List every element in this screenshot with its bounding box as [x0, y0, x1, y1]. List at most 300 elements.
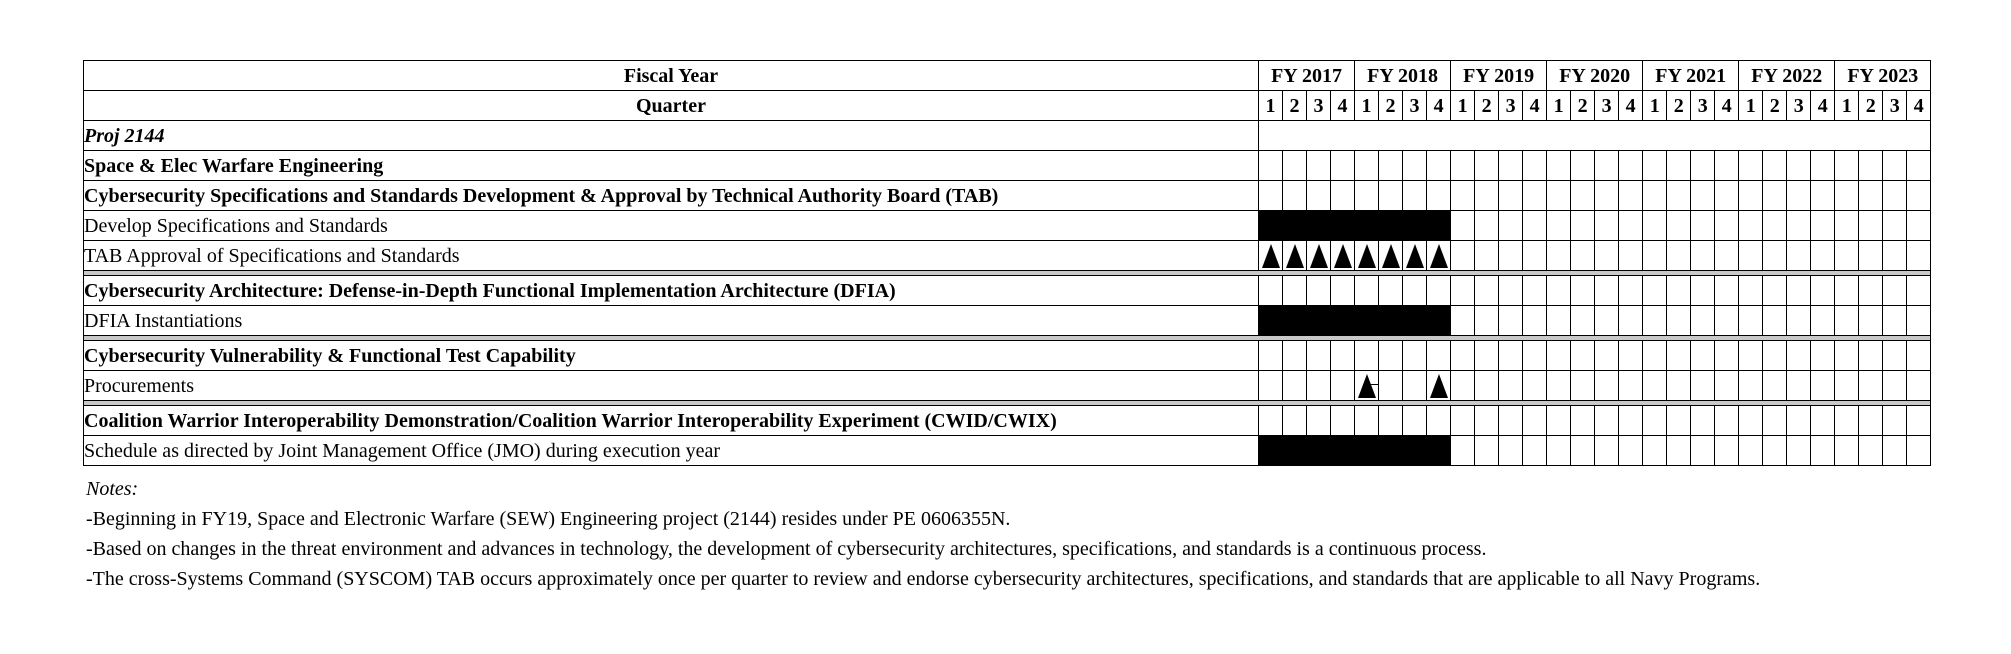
quarter-slot	[1523, 151, 1547, 181]
quarter-slot	[1667, 211, 1691, 241]
quarter-slot	[1595, 241, 1619, 271]
schedule-bar-segment	[1403, 306, 1427, 336]
quarter-slot	[1787, 276, 1811, 306]
quarter-slot	[1811, 306, 1835, 336]
quarter-slot	[1883, 211, 1907, 241]
quarter-slot	[1475, 341, 1499, 371]
quarter-slot	[1619, 241, 1643, 271]
quarter-cell: 1	[1643, 91, 1667, 121]
quarter-slot	[1691, 341, 1715, 371]
quarter-slot	[1883, 151, 1907, 181]
quarter-slot	[1811, 436, 1835, 466]
quarter-cell: 4	[1523, 91, 1547, 121]
quarter-slot	[1523, 181, 1547, 211]
quarter-cell: 2	[1667, 91, 1691, 121]
quarter-slot	[1259, 371, 1283, 401]
notes-block	[86, 474, 1986, 594]
quarter-slot	[1811, 151, 1835, 181]
schedule-bar-segment	[1379, 211, 1403, 241]
quarter-slot	[1835, 341, 1859, 371]
quarter-slot	[1763, 406, 1787, 436]
schedule-bar-segment	[1355, 306, 1379, 336]
quarter-slot	[1259, 181, 1283, 211]
quarter-slot	[1787, 436, 1811, 466]
quarter-slot	[1379, 181, 1403, 211]
quarter-slot	[1571, 181, 1595, 211]
milestone-triangle	[1331, 241, 1354, 270]
quarter-slot	[1907, 241, 1931, 271]
milestone-triangle	[1427, 241, 1450, 270]
schedule-bar-segment	[1331, 211, 1355, 241]
quarter-slot	[1451, 151, 1475, 181]
quarter-slot	[1691, 151, 1715, 181]
fiscal-year-cell: FY 2021	[1643, 61, 1739, 91]
item-row	[84, 371, 1931, 401]
quarter-slot	[1667, 241, 1691, 271]
quarter-slot	[1595, 306, 1619, 336]
milestone-triangle	[1283, 241, 1306, 270]
quarter-slot	[1571, 406, 1595, 436]
quarter-slot	[1835, 151, 1859, 181]
quarter-slot	[1763, 436, 1787, 466]
quarter-slot	[1451, 211, 1475, 241]
schedule-bar-segment	[1283, 436, 1307, 466]
quarter-slot	[1907, 406, 1931, 436]
quarter-slot	[1571, 151, 1595, 181]
quarter-slot	[1379, 241, 1403, 271]
quarter-cell: 3	[1883, 91, 1907, 121]
section-header-row	[84, 341, 1931, 371]
quarter-slot	[1643, 241, 1667, 271]
quarter-slot	[1883, 371, 1907, 401]
quarter-slot	[1427, 276, 1451, 306]
quarter-slot	[1787, 211, 1811, 241]
item-label: Develop Specifications and Standards	[84, 211, 1259, 241]
quarter-slot	[1739, 436, 1763, 466]
quarter-slot	[1499, 341, 1523, 371]
quarter-slot	[1811, 371, 1835, 401]
quarter-slot	[1547, 436, 1571, 466]
item-label: Schedule as directed by Joint Management Office (JMO) during execution year	[84, 436, 1259, 466]
quarter-slot	[1859, 151, 1883, 181]
quarter-slot	[1835, 436, 1859, 466]
quarter-slot	[1595, 371, 1619, 401]
schedule-bar-segment	[1379, 306, 1403, 336]
schedule-bar-segment	[1307, 306, 1331, 336]
quarter-slot	[1619, 306, 1643, 336]
quarter-slot	[1667, 406, 1691, 436]
quarter-slot	[1739, 211, 1763, 241]
quarter-slot	[1643, 211, 1667, 241]
quarter-slot	[1451, 436, 1475, 466]
quarter-slot	[1787, 406, 1811, 436]
quarter-slot	[1907, 341, 1931, 371]
quarter-cell: 2	[1475, 91, 1499, 121]
quarter-slot	[1523, 306, 1547, 336]
quarter-slot	[1523, 241, 1547, 271]
quarter-slot	[1667, 436, 1691, 466]
quarter-slot	[1331, 276, 1355, 306]
quarter-cell: 2	[1859, 91, 1883, 121]
quarter-slot	[1403, 406, 1427, 436]
quarter-slot	[1427, 406, 1451, 436]
quarter-slot	[1763, 211, 1787, 241]
fiscal-year-cell: FY 2023	[1835, 61, 1931, 91]
quarter-slot	[1307, 151, 1331, 181]
quarter-slot	[1379, 276, 1403, 306]
quarter-slot	[1307, 276, 1331, 306]
quarter-slot	[1259, 406, 1283, 436]
schedule-bar-segment	[1427, 436, 1451, 466]
quarter-slot	[1763, 341, 1787, 371]
quarter-slot	[1403, 181, 1427, 211]
quarter-slot	[1547, 211, 1571, 241]
quarter-slot	[1763, 151, 1787, 181]
quarter-slot	[1523, 406, 1547, 436]
quarter-slot	[1307, 371, 1331, 401]
schedule-bar-segment	[1403, 211, 1427, 241]
quarter-slot	[1715, 241, 1739, 271]
quarter-slot	[1715, 341, 1739, 371]
schedule-bar-segment	[1403, 436, 1427, 466]
schedule-bar-segment	[1355, 436, 1379, 466]
quarter-slot	[1643, 276, 1667, 306]
quarter-cell: 3	[1691, 91, 1715, 121]
schedule-bar-segment	[1307, 436, 1331, 466]
schedule-bar-segment	[1283, 211, 1307, 241]
quarter-slot	[1379, 371, 1403, 401]
fiscal-year-row	[84, 61, 1931, 91]
quarter-cell: 1	[1547, 91, 1571, 121]
item-row	[84, 436, 1931, 466]
quarter-slot	[1355, 406, 1379, 436]
schedule-table	[83, 60, 1931, 466]
section-header-row	[84, 181, 1931, 211]
quarter-slot	[1451, 341, 1475, 371]
notes-title: Notes:	[86, 478, 139, 500]
fiscal-year-cell: FY 2020	[1547, 61, 1643, 91]
quarter-slot	[1547, 181, 1571, 211]
quarter-slot	[1763, 181, 1787, 211]
note-line: -Beginning in FY19, Space and Electronic Warfare (SEW) Engineering project (2144) resides under PE 0606355N.	[86, 508, 1011, 530]
quarter-slot	[1691, 436, 1715, 466]
quarter-slot	[1331, 241, 1355, 271]
fiscal-year-cell: FY 2017	[1259, 61, 1355, 91]
quarter-slot	[1739, 181, 1763, 211]
quarter-slot	[1859, 406, 1883, 436]
quarter-slot	[1451, 181, 1475, 211]
quarter-slot	[1835, 241, 1859, 271]
schedule-bar-segment	[1331, 306, 1355, 336]
quarter-cell: 3	[1499, 91, 1523, 121]
quarter-slot	[1763, 306, 1787, 336]
milestone-triangle	[1379, 241, 1402, 270]
quarter-slot	[1475, 181, 1499, 211]
quarter-slot	[1283, 151, 1307, 181]
quarter-slot	[1355, 151, 1379, 181]
quarter-cell: 4	[1427, 91, 1451, 121]
quarter-cell: 1	[1835, 91, 1859, 121]
quarter-slot	[1883, 276, 1907, 306]
quarter-slot	[1667, 341, 1691, 371]
quarter-slot	[1547, 341, 1571, 371]
quarter-slot	[1787, 151, 1811, 181]
quarter-slot	[1811, 276, 1835, 306]
quarter-slot	[1859, 436, 1883, 466]
schedule-bar-segment	[1259, 211, 1283, 241]
quarter-slot	[1763, 276, 1787, 306]
quarter-slot	[1691, 306, 1715, 336]
quarter-slot	[1499, 211, 1523, 241]
item-label: DFIA Instantiations	[84, 306, 1259, 336]
quarter-slot	[1499, 241, 1523, 271]
note-line: -The cross-Systems Command (SYSCOM) TAB occurs approximately once per quarter to review and endorse cybersecurity architectures, specifications, and standards that are applicable to all Navy Programs.	[86, 568, 1761, 590]
quarter-slot	[1787, 371, 1811, 401]
project-label: Proj 2144	[84, 121, 1259, 151]
quarter-slot	[1715, 436, 1739, 466]
quarter-slot	[1787, 241, 1811, 271]
quarter-cell: 4	[1907, 91, 1931, 121]
quarter-slot	[1907, 211, 1931, 241]
quarter-slot	[1859, 241, 1883, 271]
quarter-slot	[1907, 306, 1931, 336]
quarter-slot	[1499, 406, 1523, 436]
quarter-slot	[1595, 151, 1619, 181]
quarter-slot	[1739, 371, 1763, 401]
quarter-slot	[1883, 341, 1907, 371]
quarter-slot	[1811, 211, 1835, 241]
quarter-slot	[1715, 406, 1739, 436]
quarter-slot	[1259, 151, 1283, 181]
quarter-slot	[1667, 276, 1691, 306]
quarter-slot	[1643, 306, 1667, 336]
quarter-slot	[1691, 211, 1715, 241]
quarter-cell: 2	[1283, 91, 1307, 121]
quarter-slot	[1499, 276, 1523, 306]
schedule-bar-segment	[1427, 306, 1451, 336]
quarter-slot	[1475, 306, 1499, 336]
item-row	[84, 306, 1931, 336]
quarter-slot	[1643, 406, 1667, 436]
section-header-row	[84, 276, 1931, 306]
section-header-row	[84, 406, 1931, 436]
quarter-cell: 2	[1571, 91, 1595, 121]
quarter-slot	[1355, 276, 1379, 306]
quarter-label: Quarter	[84, 91, 1259, 121]
quarter-slot	[1859, 211, 1883, 241]
quarter-slot	[1691, 276, 1715, 306]
quarter-slot	[1427, 371, 1451, 401]
quarter-slot	[1523, 341, 1547, 371]
quarter-slot	[1307, 341, 1331, 371]
quarter-row	[84, 91, 1931, 121]
quarter-slot	[1811, 341, 1835, 371]
quarter-slot	[1547, 306, 1571, 336]
quarter-slot	[1571, 306, 1595, 336]
quarter-slot	[1907, 151, 1931, 181]
schedule-bar-segment	[1355, 211, 1379, 241]
quarter-slot	[1499, 371, 1523, 401]
quarter-cell: 3	[1787, 91, 1811, 121]
quarter-slot	[1283, 181, 1307, 211]
quarter-slot	[1907, 181, 1931, 211]
quarter-slot	[1787, 181, 1811, 211]
quarter-slot	[1739, 241, 1763, 271]
quarter-slot	[1451, 406, 1475, 436]
quarter-slot	[1619, 181, 1643, 211]
quarter-slot	[1619, 341, 1643, 371]
quarter-slot	[1571, 241, 1595, 271]
quarter-slot	[1427, 241, 1451, 271]
quarter-cell: 3	[1403, 91, 1427, 121]
quarter-slot	[1835, 371, 1859, 401]
quarter-slot	[1691, 241, 1715, 271]
quarter-slot	[1811, 406, 1835, 436]
quarter-slot	[1331, 341, 1355, 371]
project-timeline-blank	[1259, 121, 1931, 151]
quarter-slot	[1475, 151, 1499, 181]
quarter-slot	[1547, 151, 1571, 181]
quarter-slot	[1787, 306, 1811, 336]
milestone-triangle	[1403, 241, 1426, 270]
schedule-bar-segment	[1283, 306, 1307, 336]
quarter-slot	[1523, 211, 1547, 241]
quarter-slot	[1571, 371, 1595, 401]
quarter-slot	[1619, 371, 1643, 401]
quarter-slot	[1331, 151, 1355, 181]
quarter-cell: 4	[1331, 91, 1355, 121]
quarter-slot	[1595, 436, 1619, 466]
quarter-slot	[1643, 341, 1667, 371]
quarter-slot	[1667, 181, 1691, 211]
quarter-cell: 1	[1739, 91, 1763, 121]
quarter-cell: 3	[1307, 91, 1331, 121]
quarter-slot	[1451, 306, 1475, 336]
quarter-slot	[1547, 371, 1571, 401]
section-title: Cybersecurity Architecture: Defense-in-Depth Functional Implementation Architecture (DFIA)	[84, 276, 1259, 306]
quarter-slot	[1691, 371, 1715, 401]
quarter-slot	[1451, 276, 1475, 306]
quarter-slot	[1331, 181, 1355, 211]
project-title-row	[84, 151, 1931, 181]
project-row	[84, 121, 1931, 151]
quarter-slot	[1475, 211, 1499, 241]
quarter-slot	[1283, 371, 1307, 401]
quarter-slot	[1835, 181, 1859, 211]
quarter-slot	[1643, 181, 1667, 211]
fiscal-year-cell: FY 2019	[1451, 61, 1547, 91]
quarter-slot	[1859, 276, 1883, 306]
quarter-slot	[1811, 241, 1835, 271]
quarter-slot	[1403, 276, 1427, 306]
quarter-slot	[1571, 276, 1595, 306]
note-line: -Based on changes in the threat environment and advances in technology, the development of cybersecurity architectures, specifications, and standards is a continuous process.	[86, 538, 1487, 560]
quarter-slot	[1715, 306, 1739, 336]
quarter-slot	[1667, 371, 1691, 401]
quarter-slot	[1715, 181, 1739, 211]
schedule-table-container	[83, 60, 1931, 466]
quarter-slot	[1523, 276, 1547, 306]
schedule-bar-segment	[1259, 436, 1283, 466]
quarter-slot	[1739, 306, 1763, 336]
quarter-slot	[1259, 276, 1283, 306]
quarter-cell: 1	[1259, 91, 1283, 121]
quarter-slot	[1619, 276, 1643, 306]
quarter-cell: 3	[1595, 91, 1619, 121]
quarter-slot	[1547, 406, 1571, 436]
quarter-slot	[1331, 406, 1355, 436]
milestone-triangle	[1355, 241, 1378, 270]
quarter-slot	[1307, 406, 1331, 436]
quarter-slot	[1715, 276, 1739, 306]
quarter-slot	[1595, 181, 1619, 211]
quarter-slot	[1427, 151, 1451, 181]
quarter-slot	[1259, 341, 1283, 371]
quarter-slot	[1523, 371, 1547, 401]
quarter-slot	[1883, 241, 1907, 271]
quarter-slot	[1475, 436, 1499, 466]
quarter-cell: 2	[1763, 91, 1787, 121]
quarter-slot	[1475, 406, 1499, 436]
schedule-bar-segment	[1307, 211, 1331, 241]
quarter-slot	[1643, 151, 1667, 181]
quarter-cell: 4	[1619, 91, 1643, 121]
quarter-slot	[1883, 436, 1907, 466]
quarter-slot	[1739, 406, 1763, 436]
quarter-slot	[1283, 241, 1307, 271]
quarter-slot	[1595, 276, 1619, 306]
quarter-slot	[1835, 306, 1859, 336]
quarter-slot	[1475, 371, 1499, 401]
quarter-slot	[1739, 151, 1763, 181]
quarter-slot	[1835, 406, 1859, 436]
quarter-slot	[1355, 241, 1379, 271]
quarter-slot	[1451, 371, 1475, 401]
section-title: Coalition Warrior Interoperability Demonstration/Coalition Warrior Interoperability Experiment (CWID/CWIX)	[84, 406, 1259, 436]
quarter-slot	[1643, 436, 1667, 466]
quarter-slot	[1907, 371, 1931, 401]
quarter-slot	[1475, 241, 1499, 271]
quarter-slot	[1763, 371, 1787, 401]
quarter-slot	[1451, 241, 1475, 271]
quarter-slot	[1475, 276, 1499, 306]
quarter-slot	[1499, 181, 1523, 211]
quarter-slot	[1283, 276, 1307, 306]
quarter-slot	[1619, 406, 1643, 436]
quarter-slot	[1859, 181, 1883, 211]
quarter-slot	[1523, 436, 1547, 466]
quarter-slot	[1331, 371, 1355, 401]
quarter-slot	[1427, 341, 1451, 371]
quarter-cell: 2	[1379, 91, 1403, 121]
quarter-slot	[1667, 306, 1691, 336]
quarter-slot	[1355, 181, 1379, 211]
quarter-slot	[1763, 241, 1787, 271]
quarter-slot	[1811, 181, 1835, 211]
milestone-connector	[1367, 384, 1379, 385]
quarter-cell: 1	[1451, 91, 1475, 121]
schedule-bar-segment	[1427, 211, 1451, 241]
quarter-slot	[1259, 241, 1283, 271]
quarter-slot	[1595, 211, 1619, 241]
quarter-cell: 1	[1355, 91, 1379, 121]
quarter-slot	[1883, 406, 1907, 436]
item-row	[84, 241, 1931, 271]
quarter-slot	[1787, 341, 1811, 371]
schedule-bar-segment	[1259, 306, 1283, 336]
quarter-slot	[1427, 181, 1451, 211]
quarter-slot	[1283, 341, 1307, 371]
